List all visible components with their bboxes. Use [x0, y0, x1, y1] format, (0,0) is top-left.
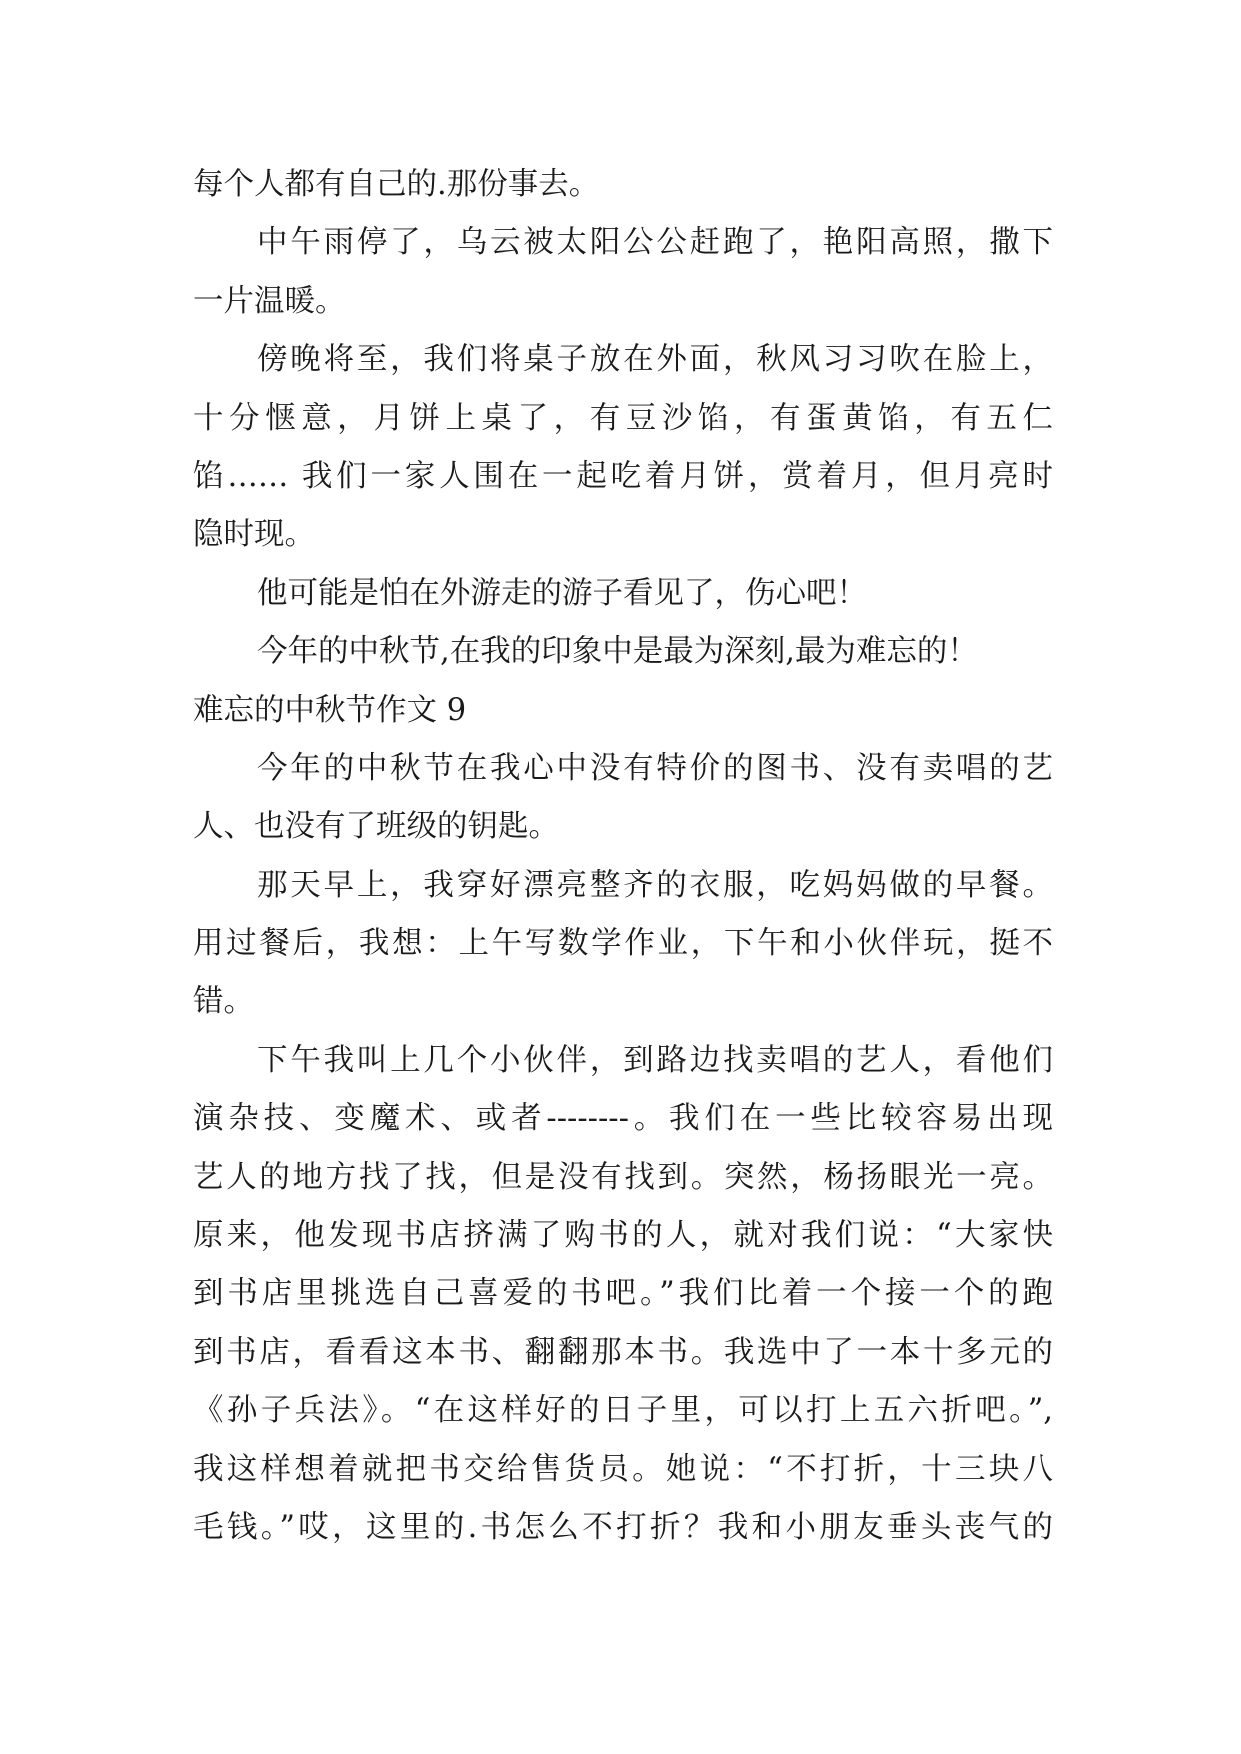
text-line: 人、也没有了班级的钥匙。 — [193, 809, 559, 845]
text-line: 毛钱。”哎，这里的.书怎么不打折？我和小朋友垂头丧气的 — [193, 1509, 1053, 1545]
text-line: 演杂技、变魔术、或者--------。我们在一些比较容易出现 — [193, 1101, 1053, 1137]
paragraph-first-line: 傍晚将至，我们将桌子放在外面，秋风习习吹在脸上， — [257, 342, 1053, 378]
text-line: 《孙子兵法》。“在这样好的日子里，可以打上五六折吧。”, — [193, 1393, 1053, 1429]
paragraph-first-line: 他可能是怕在外游走的游子看见了，伤心吧！ — [257, 575, 867, 611]
paragraph-first-line: 中午雨停了，乌云被太阳公公赶跑了，艳阳高照，撒下 — [257, 225, 1053, 261]
text-line: 用过餐后，我想：上午写数学作业，下午和小伙伴玩，挺不 — [193, 926, 1053, 962]
paragraph-first-line: 那天早上，我穿好漂亮整齐的衣服，吃妈妈做的早餐。 — [257, 867, 1053, 903]
text-line: 到书店，看看这本书、翻翻那本书。我选中了一本十多元的 — [193, 1334, 1053, 1370]
paragraph-first-line: 今年的中秋节,在我的印象中是最为深刻,最为难忘的！ — [257, 634, 978, 670]
text-line: 一片温暖。 — [193, 283, 346, 319]
text-line: 到书店里挑选自己喜爱的书吧。”我们比着一个接一个的跑 — [193, 1276, 1053, 1312]
text-line: 每个人都有自己的.那份事去。 — [193, 167, 600, 202]
text-line: 十分惬意，月饼上桌了，有豆沙馅，有蛋黄馅，有五仁 — [193, 400, 1053, 436]
section-heading: 难忘的中秋节作文 9 — [193, 692, 467, 728]
text-line: 馅…… 我们一家人围在一起吃着月饼，赏着月，但月亮时 — [193, 458, 1053, 494]
text-line: 我这样想着就把书交给售货员。她说：“不打折，十三块八 — [193, 1451, 1053, 1487]
text-line: 原来，他发现书店挤满了购书的人，就对我们说：“大家快 — [193, 1218, 1053, 1254]
text-line: 隐时现。 — [193, 517, 315, 553]
document-body — [193, 156, 1053, 1557]
text-line: 错。 — [193, 984, 254, 1020]
paragraph-first-line: 今年的中秋节在我心中没有特价的图书、没有卖唱的艺 — [257, 750, 1053, 786]
text-line: 艺人的地方找了找，但是没有找到。突然，杨扬眼光一亮。 — [193, 1159, 1053, 1195]
paragraph-first-line: 下午我叫上几个小伙伴，到路边找卖唱的艺人，看他们 — [257, 1042, 1053, 1078]
